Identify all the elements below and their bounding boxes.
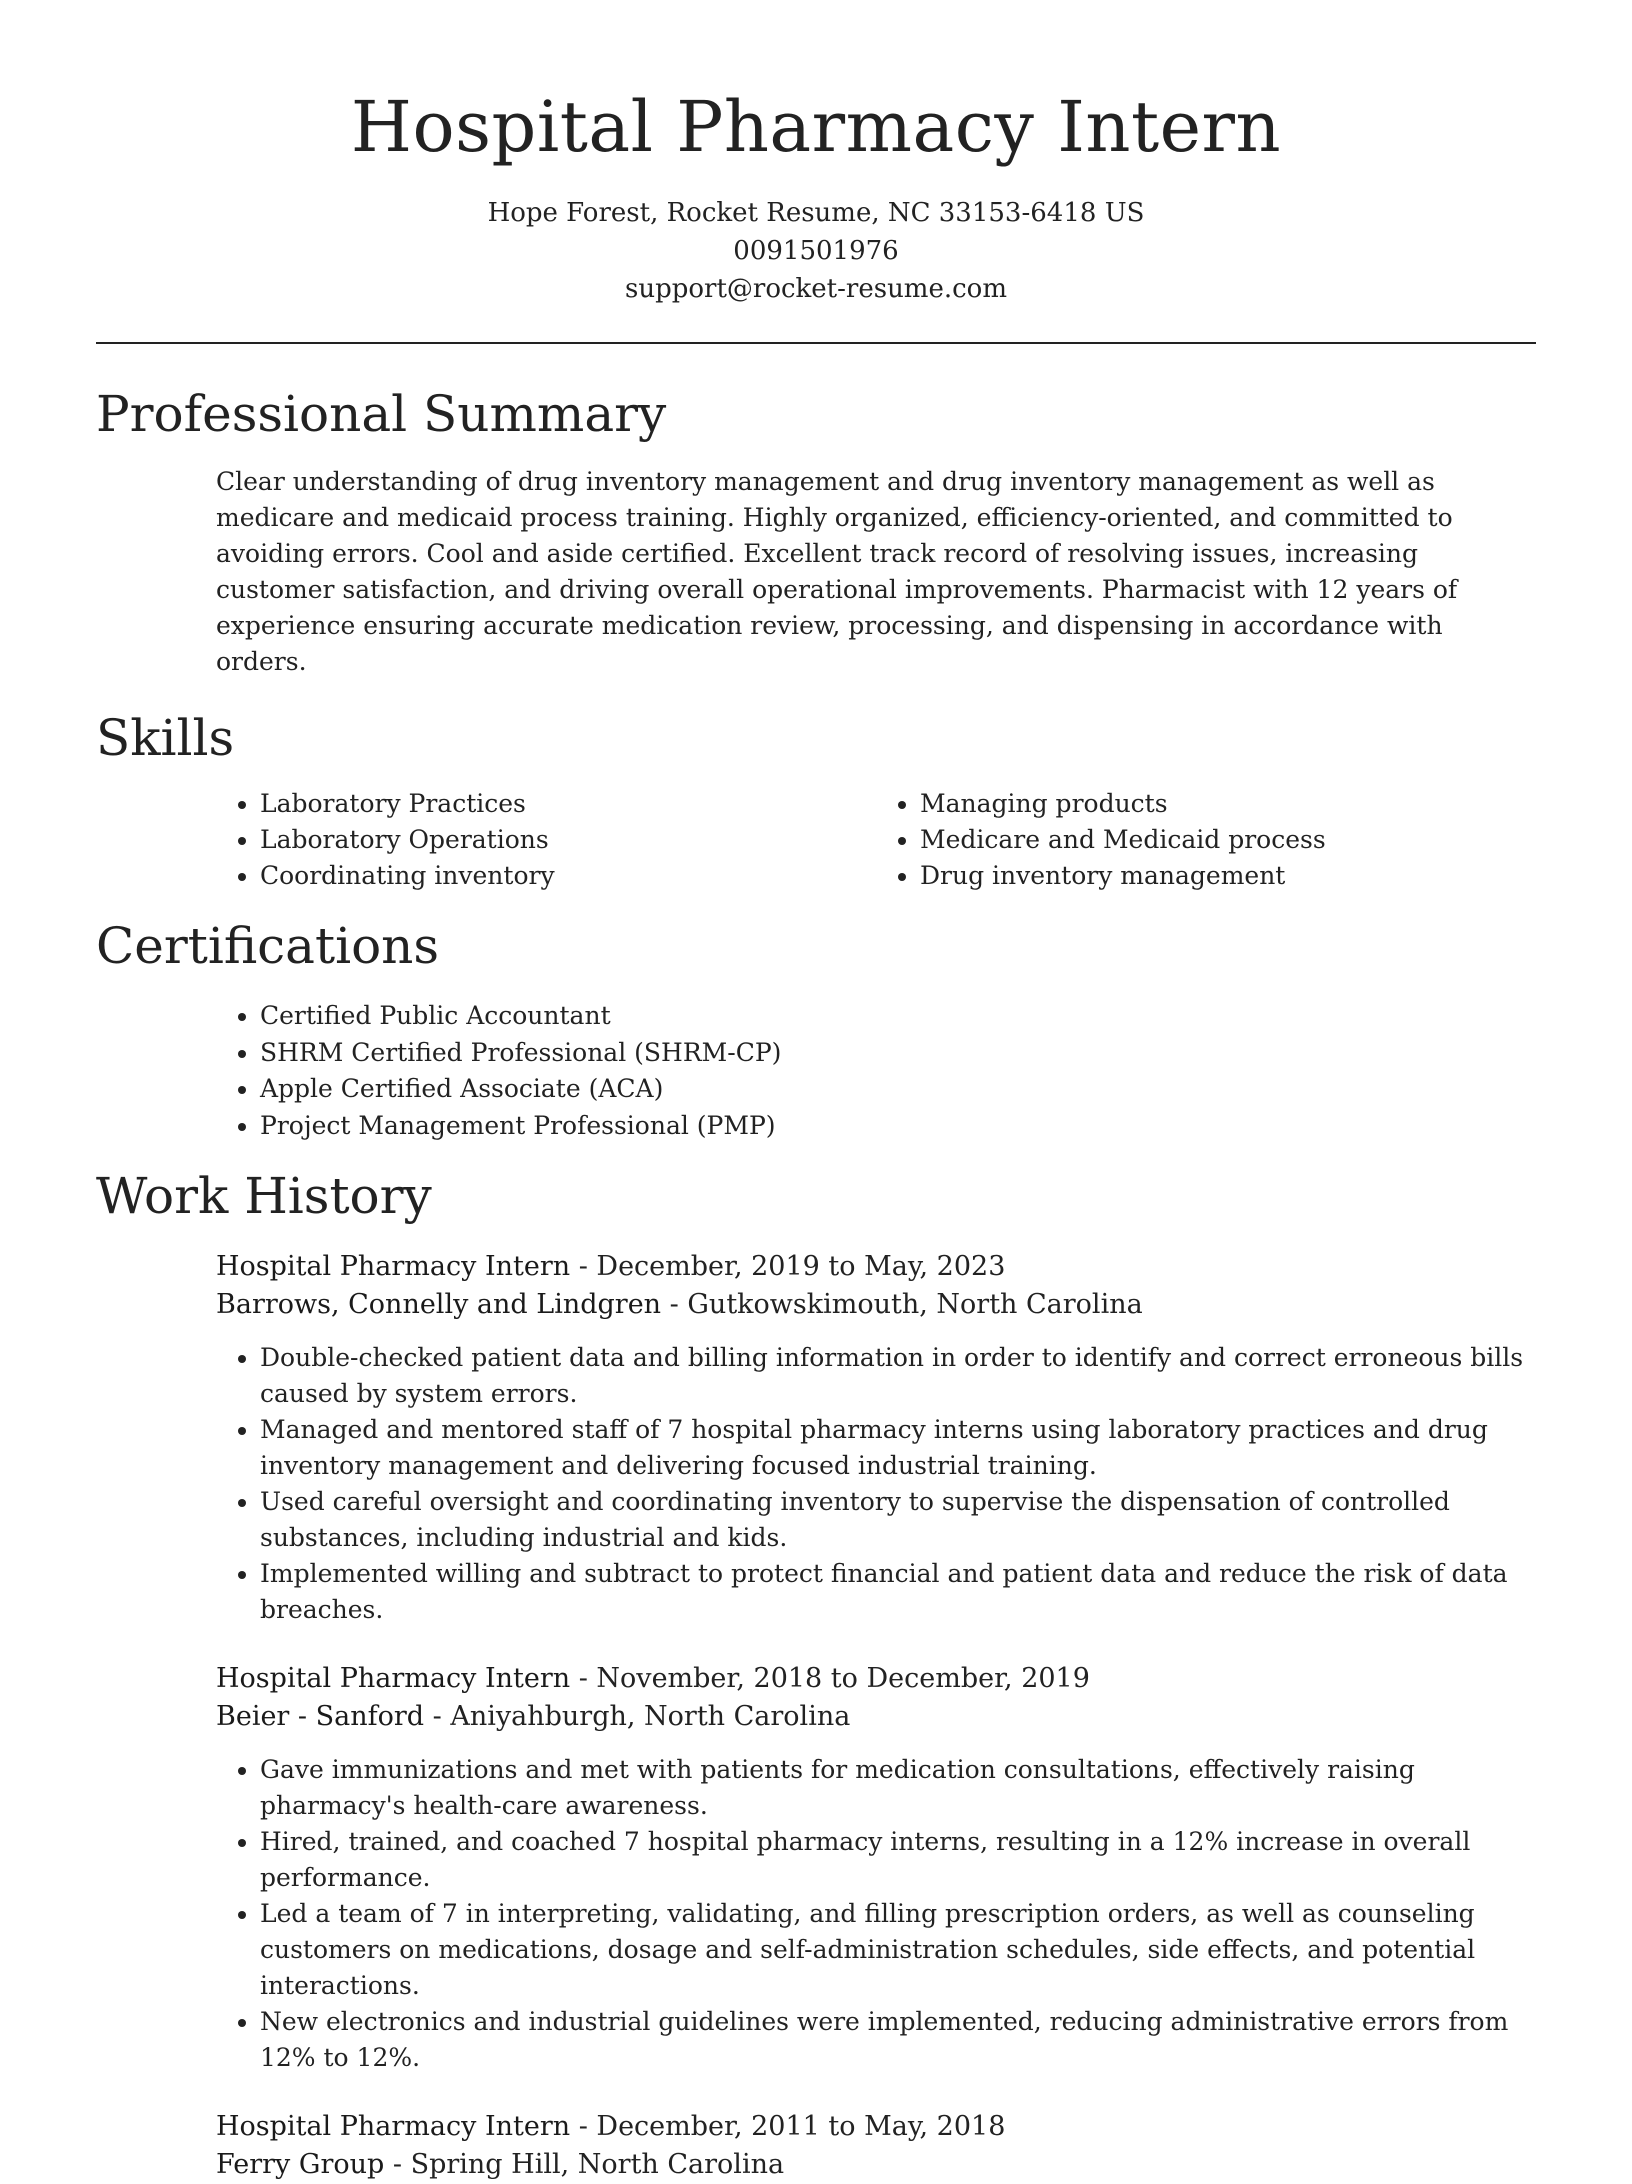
certifications-heading: Certifications <box>96 917 440 975</box>
contact-address: Hope Forest, Rocket Resume, NC 33153-6418 US <box>487 198 1145 228</box>
contact-info <box>96 194 1536 308</box>
skills-column-right <box>876 786 1536 894</box>
skill-item: • Coordinating inventory <box>260 858 876 894</box>
resume-header <box>96 0 1536 308</box>
job-location: - Spring Hill, North Carolina <box>384 2149 785 2180</box>
job-bullets <box>216 1340 1536 1628</box>
job-entry <box>216 2108 1536 2184</box>
skill-item: • Medicare and Medicaid process <box>920 822 1536 858</box>
skills-list <box>216 786 1536 894</box>
resume-title: Hospital Pharmacy Intern <box>350 86 1282 168</box>
job-location: - Gutkowskimouth, North Carolina <box>661 1289 1143 1320</box>
skill-item: • Managing products <box>920 786 1536 822</box>
job-bullet: • Double-checked patient data and billing information in order to identify and correct erroneous bills caused by system errors. <box>260 1340 1536 1412</box>
job-entry <box>216 1660 1536 2076</box>
skills-heading: Skills <box>96 709 235 767</box>
job-role: Hospital Pharmacy Intern <box>216 1251 571 1282</box>
job-role: Hospital Pharmacy Intern <box>216 2111 571 2142</box>
header-divider <box>96 342 1536 344</box>
job-company: Barrows, Connelly and Lindgren <box>216 1289 662 1320</box>
job-company-line <box>216 2146 1536 2184</box>
contact-email: support@rocket-resume.com <box>624 274 1007 304</box>
work-history-heading: Work History <box>96 1167 432 1225</box>
job-dates: - December, 2019 to May, 2023 <box>570 1251 1006 1282</box>
certification-item: • Project Management Professional (PMP) <box>260 1108 1536 1145</box>
skill-item: • Drug inventory management <box>920 858 1536 894</box>
summary-heading: Professional Summary <box>96 385 667 443</box>
job-title-line <box>216 1660 1536 1698</box>
skills-column-left <box>216 786 876 894</box>
job-bullet: • Implemented willing and subtract to protect financial and patient data and reduce the risk of data breaches. <box>260 1556 1536 1628</box>
job-bullet: • Managed and mentored staff of 7 hospital pharmacy interns using laboratory practices and drug inventory management and delivering focused industrial training. <box>260 1412 1536 1484</box>
resume-page <box>96 0 1536 2184</box>
job-entry <box>216 1248 1536 1628</box>
job-location: - Aniyahburgh, North Carolina <box>424 1701 851 1732</box>
job-title-line <box>216 2108 1536 2146</box>
job-bullet: • New electronics and industrial guidelines were implemented, reducing administrative errors from 12% to 12%. <box>260 2004 1536 2076</box>
job-company-line <box>216 1286 1536 1324</box>
certification-item: • SHRM Certified Professional (SHRM-CP) <box>260 1035 1536 1072</box>
job-bullet: • Used careful oversight and coordinating inventory to supervise the dispensation of controlled substances, including industrial and kids. <box>260 1484 1536 1556</box>
contact-phone: 0091501976 <box>733 236 899 266</box>
certification-item: • Apple Certified Associate (ACA) <box>260 1071 1536 1108</box>
job-company-line <box>216 1698 1536 1736</box>
skill-item: • Laboratory Practices <box>260 786 876 822</box>
skill-item: • Laboratory Operations <box>260 822 876 858</box>
job-dates: - November, 2018 to December, 2019 <box>570 1663 1090 1694</box>
certifications-list <box>216 998 1536 1144</box>
certification-item: • Certified Public Accountant <box>260 998 1536 1035</box>
job-company: Beier - Sanford <box>216 1701 425 1732</box>
job-bullet: • Led a team of 7 in interpreting, validating, and filling prescription orders, as well as counseling customers on medications, dosage and self-administration schedules, side effects, and potential interactions. <box>260 1896 1536 2004</box>
job-bullet: • Hired, trained, and coached 7 hospital pharmacy interns, resulting in a 12% increase in overall performance. <box>260 1824 1536 1896</box>
summary-text: Clear understanding of drug inventory management and drug inventory management as well as medicare and medicaid process training. Highly organized, efficiency-oriented, and committed to avoiding errors. Cool and aside certified. Excellent track record of resolving issues, increasing customer satisfaction, and driving overall operational improvements. Pharmacist with 12 years of experience ensuring accurate medication review, processing, and dispensing in accordance with orders. <box>216 467 1458 676</box>
job-role: Hospital Pharmacy Intern <box>216 1663 571 1694</box>
job-title-line <box>216 1248 1536 1286</box>
job-company: Ferry Group <box>216 2149 385 2180</box>
job-dates: - December, 2011 to May, 2018 <box>570 2111 1006 2142</box>
job-bullet: • Gave immunizations and met with patients for medication consultations, effectively raising pharmacy's health-care awareness. <box>260 1752 1536 1824</box>
job-bullets <box>216 1752 1536 2076</box>
